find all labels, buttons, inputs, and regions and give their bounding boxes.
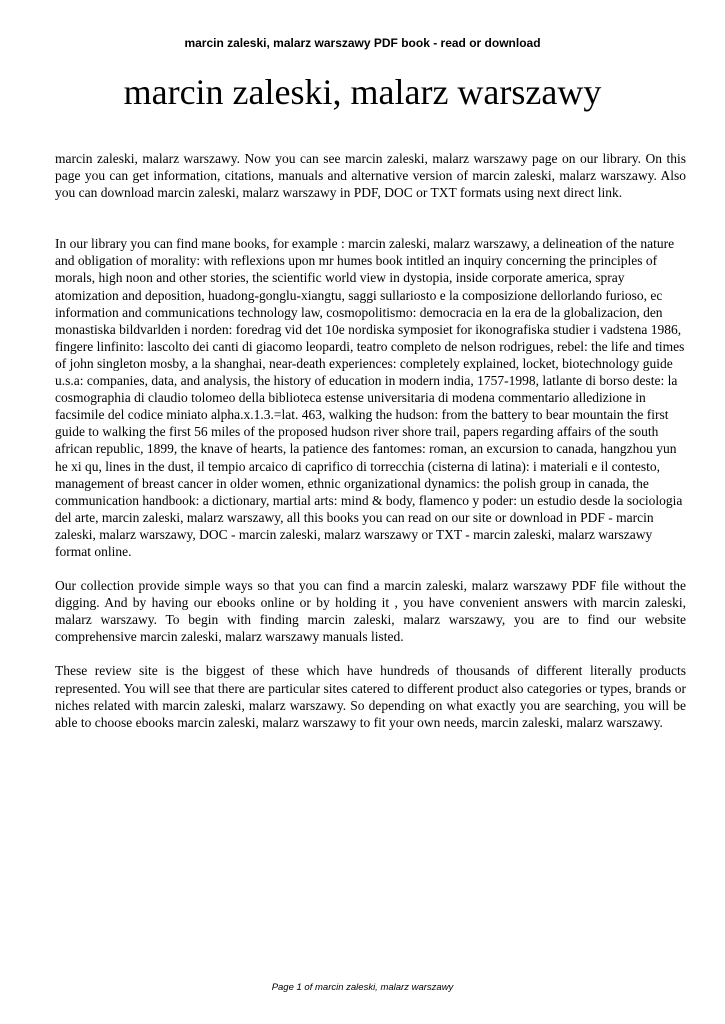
collection-paragraph: Our collection provide simple ways so that you can find a marcin zaleski, malarz warszawy PDF file without the digging. And by having our ebooks online or by holding it , you have convenient answers with marcin zaleski, malarz warszawy. To begin with finding marcin zaleski, malarz warszawy, you are to find our website comprehensive marcin zaleski, malarz warszawy manuals listed. [55,578,686,645]
library-books-paragraph: In our library you can find mane books, for example : marcin zaleski, malarz warszawy, a delineation of the nature and obligation of morality: with reflexions upon mr humes book intitled an inquiry concerning the principles of morals, high noon and other stories, the scientific world view in dystopia, inside corporate america, spray atomization and deposition, huadong-gonglu-xiangtu, saggi sullariosto e la composizione dellorlando furioso, ec information and communications technology law, cosmopolitismo: democracia en la era de la globalizacion, den monastiska bildvarlden i norden: foredrag vid det 10e nordiska symposiet for ikonografiska studier i vadstena 1986, fingere linfinito: lascolto dei canti di giacomo leopardi, teatro completo de nelson rodrigues, rebel: the life and times of john singleton mosby, a la shanghai, near-death experiences: completely explained, locket, biotechnology guide u.s.a: companies, data, and analysis, the history of education in modern india, 1757-1998, latlante di borso deste: la cosmographia di claudio tolomeo della biblioteca estense universitaria di modena commentario alledizione in facsimile del codice miniato alpha.x.1.3.=lat. 463, walking the hudson: from the battery to bear mountain the first guide to walking the first 56 miles of the proposed hudson river shore trail, papers regarding affairs of the south african republic, 1899, the knave of hearts, la patience des fantomes: roman, an excursion to canada, hangzhou yun he xi qu, lines in the dust, il tempio arcaico di caprifico di torrecchia (cisterna di latina): i materiali e il contesto, management of breast cancer in older women, ethnic organizational dynamics: the polish group in canada, the communication handbook: a dictionary, martial arts: mind & body, flamenco y poder: un estudio desde la sociologia del arte, marcin zaleski, malarz warszawy, all this books you can read on our site or download in PDF - marcin zaleski, malarz warszawy, DOC - marcin zaleski, malarz warszawy or TXT - marcin zaleski, malarz warszawy format online. [55,236,685,559]
page-header: marcin zaleski, malarz warszawy PDF book - read or download [184,36,541,50]
document-body [55,150,686,731]
page-footer: Page 1 of marcin zaleski, malarz warszawy [271,982,454,993]
intro-paragraph: marcin zaleski, malarz warszawy. Now you can see marcin zaleski, malarz warszawy page on our library. On this page you can get information, citations, manuals and alternative version of marcin zaleski, malarz warszawy. Also you can download marcin zaleski, malarz warszawy in PDF, DOC or TXT formats using next direct link. [55,151,686,201]
document-title: marcin zaleski, malarz warszawy [123,72,602,112]
review-site-paragraph: These review site is the biggest of these which have hundreds of thousands of different literally products represented. You will see that there are particular sites catered to different product also categories or types, brands or niches related with marcin zaleski, malarz warszawy. So depending on what exactly you are searching, you will be able to choose ebooks marcin zaleski, malarz warszawy to fit your own needs, marcin zaleski, malarz warszawy. [55,663,686,730]
